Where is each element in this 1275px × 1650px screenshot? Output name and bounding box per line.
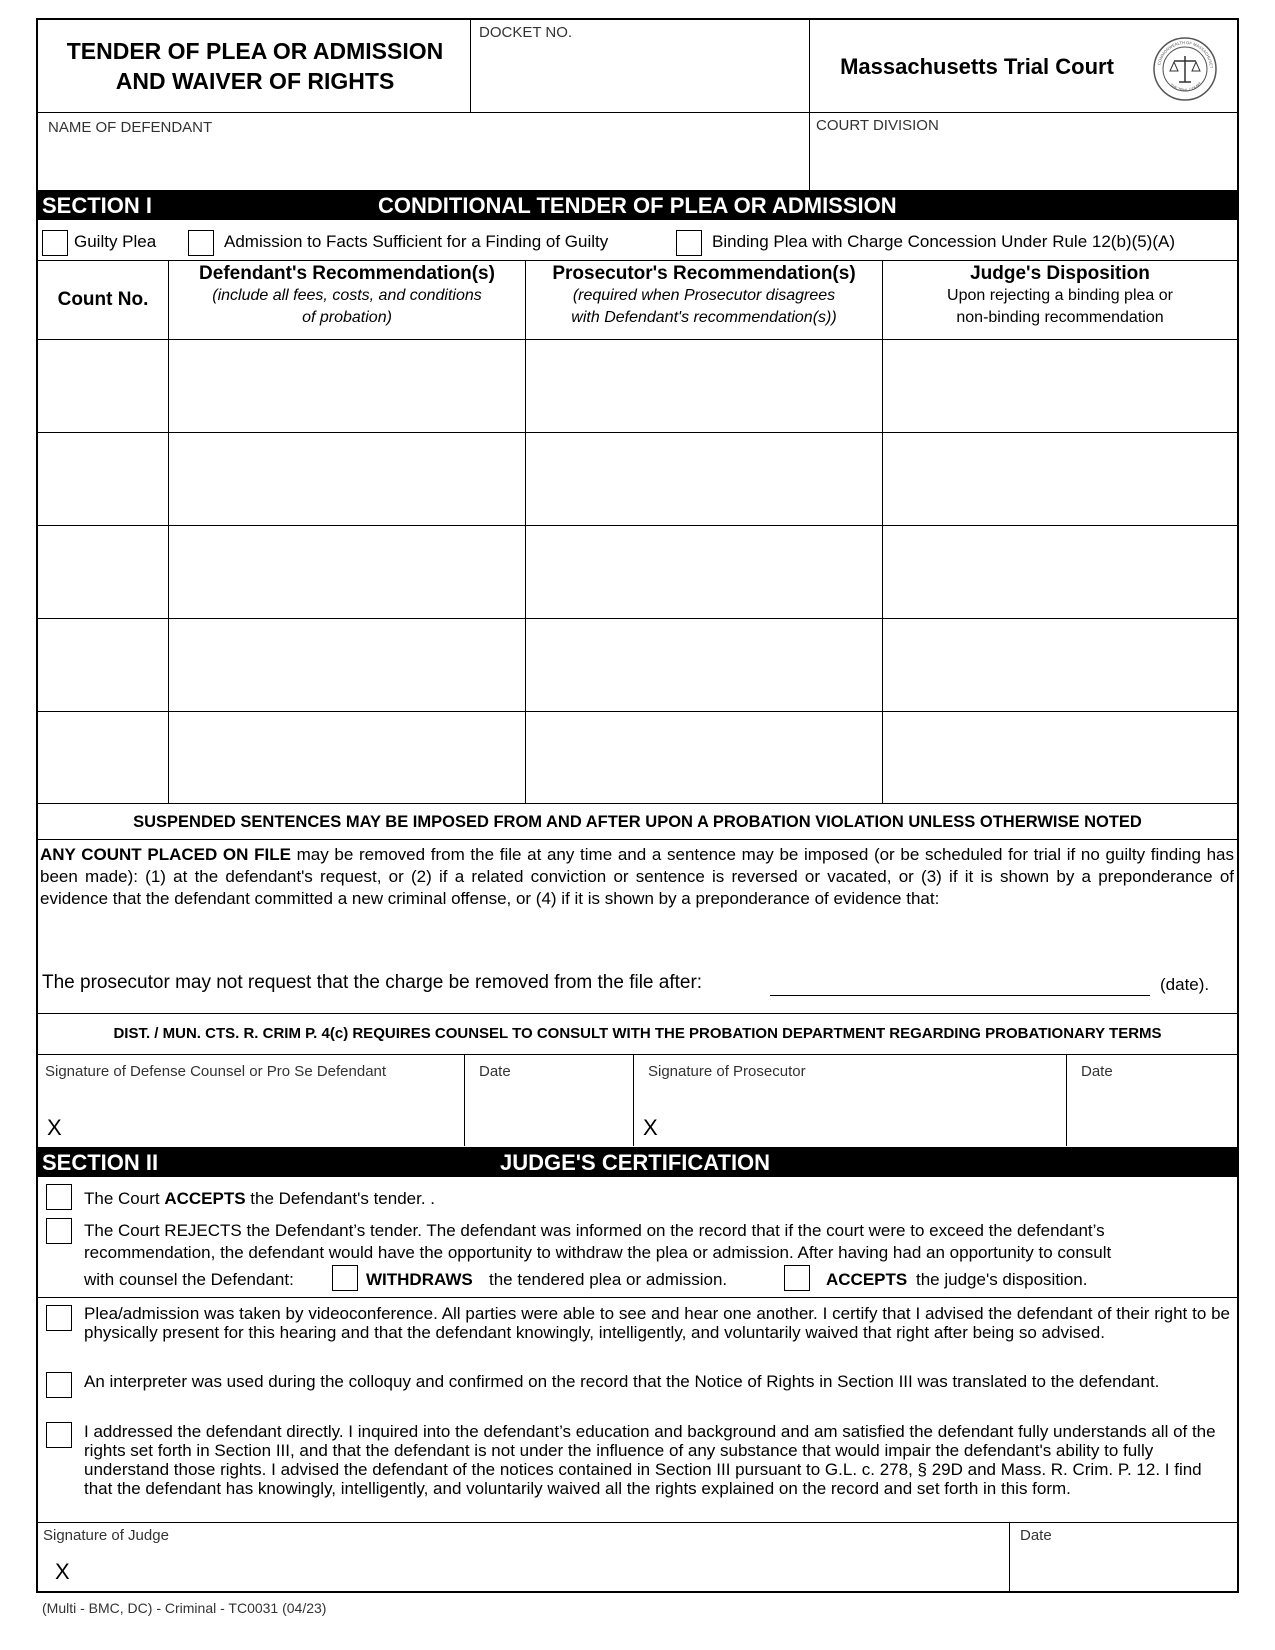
- defense-signature-label: Signature of Defense Counsel or Pro Se Defendant: [45, 1063, 387, 1080]
- col-judge-sub2: non-binding recommendation: [956, 309, 1164, 326]
- judge-signature-label: Signature of Judge: [43, 1527, 169, 1544]
- prosecutor-signature-x: X: [643, 1115, 658, 1140]
- col-header-prosecutor: [526, 263, 882, 329]
- cell-defendant-rec[interactable]: [170, 713, 524, 803]
- date-suffix: (date).: [1160, 975, 1210, 994]
- table-row: [38, 341, 1237, 432]
- counsel-consult-notice: DIST. / MUN. CTS. R. CRIM P. 4(c) REQUIRES COUNSEL TO CONSULT WITH THE PROBATION DEPARTMENT REGARDING PROBATIONARY TERMS: [113, 1025, 1162, 1042]
- plea-type-options: [40, 221, 1237, 260]
- accepts-disposition-checkbox[interactable]: [784, 1265, 810, 1291]
- withdraws-bold: WITHDRAWS: [366, 1270, 473, 1289]
- addressed-defendant-checkbox[interactable]: [46, 1422, 72, 1448]
- cell-count[interactable]: [38, 341, 167, 432]
- cell-defendant-rec[interactable]: [170, 341, 524, 432]
- cell-prosecutor-rec[interactable]: [527, 620, 881, 711]
- judge-signature-field[interactable]: [40, 1523, 1009, 1591]
- cell-count[interactable]: [38, 620, 167, 711]
- section1-number: SECTION I: [42, 193, 153, 218]
- section2-header: [38, 1147, 1237, 1177]
- admission-label: Admission to Facts Sufficient for a Finding of Guilty: [224, 232, 609, 251]
- withdraws-checkbox[interactable]: [332, 1265, 358, 1291]
- cell-prosecutor-rec[interactable]: [527, 713, 881, 803]
- count-on-file-text: may be removed from the file at any time and a sentence may be imposed (or be scheduled for trial if no guilty finding has been made): (1) at the defendant's request, or (2) if a related conviction or sentence is reversed or vacated, or (3) if it is shown by a preponderance of evidence that the defendant committed a new criminal offense, or (4) if it is shown by a preponderance of evidence that:: [40, 845, 1234, 908]
- court-division-label: COURT DIVISION: [816, 117, 939, 134]
- judge-signature-x: X: [55, 1559, 70, 1584]
- col-header-defendant: [169, 263, 525, 329]
- court-seal-logo: [1152, 36, 1218, 102]
- videoconference-text: Plea/admission was taken by videoconference. All parties were able to see and hear one another. I certify that I advised the defendant of their right to be physically present for this hearing and that the defendant knowingly, intelligently, and voluntarily waived that right after being so advised.: [84, 1304, 1230, 1342]
- cell-prosecutor-rec[interactable]: [527, 527, 881, 618]
- col-defendant-sub2: of probation): [302, 309, 392, 326]
- docket-label: DOCKET NO.: [479, 24, 573, 41]
- withdraws-post: the tendered plea or admission.: [489, 1270, 728, 1289]
- file-condition-input[interactable]: [40, 912, 1234, 966]
- binding-plea-checkbox[interactable]: [676, 230, 702, 256]
- admission-checkbox[interactable]: [188, 230, 214, 256]
- section1-title: CONDITIONAL TENDER OF PLEA OR ADMISSION: [378, 193, 897, 218]
- section2-number: SECTION II: [42, 1150, 159, 1175]
- col-header-count: [38, 261, 168, 339]
- cell-defendant-rec[interactable]: [170, 620, 524, 711]
- col-judge-title: Judge's Disposition: [970, 263, 1150, 284]
- cell-prosecutor-rec[interactable]: [527, 341, 881, 432]
- col-prosecutor-sub1: (required when Prosecutor disagrees: [572, 287, 836, 304]
- col-count-title: Count No.: [57, 289, 149, 310]
- count-on-file-lead: ANY COUNT PLACED ON FILE: [40, 845, 291, 864]
- cell-judge-disp[interactable]: [884, 713, 1236, 803]
- suspended-sentence-notice: SUSPENDED SENTENCES MAY BE IMPOSED FROM AND AFTER UPON A PROBATION VIOLATION UNLESS OTHERWISE NOTED: [133, 813, 1142, 831]
- guilty-plea-label: Guilty Plea: [74, 232, 157, 251]
- court-name: Massachusetts Trial Court: [840, 54, 1114, 79]
- docket-field[interactable]: [471, 20, 809, 112]
- defense-signature-field[interactable]: [40, 1055, 464, 1146]
- judge-date-label: Date: [1020, 1527, 1052, 1544]
- cell-defendant-rec[interactable]: [170, 434, 524, 525]
- form-title-line1: TENDER OF PLEA OR ADMISSION: [66, 38, 444, 64]
- cell-judge-disp[interactable]: [884, 341, 1236, 432]
- guilty-plea-checkbox[interactable]: [42, 230, 68, 256]
- seal-text-top: COMMONWEALTH OF MASSACHUSET: [1156, 39, 1215, 69]
- court-accepts-text: [84, 1189, 435, 1209]
- cell-judge-disp[interactable]: [884, 434, 1236, 525]
- col-prosecutor-sub2: with Defendant's recommendation(s)): [571, 309, 837, 326]
- court-accepts-bold: ACCEPTS: [164, 1189, 246, 1208]
- col-defendant-title: Defendant's Recommendation(s): [199, 263, 495, 284]
- recommendations-table: [38, 260, 1237, 804]
- count-on-file-paragraph: [40, 844, 1234, 910]
- table-row: [38, 713, 1237, 803]
- binding-plea-label: Binding Plea with Charge Concession Under Rule 12(b)(5)(A): [712, 232, 1176, 251]
- rejects-options-line: [84, 1265, 1234, 1293]
- removal-date-input[interactable]: [770, 970, 1150, 996]
- prosecutor-signature-label: Signature of Prosecutor: [648, 1063, 806, 1080]
- defense-date-label: Date: [479, 1063, 511, 1080]
- prosecutor-signature-field[interactable]: [634, 1055, 1066, 1146]
- cell-judge-disp[interactable]: [884, 527, 1236, 618]
- table-row: [38, 527, 1237, 618]
- court-accepts-pre: The Court: [84, 1189, 160, 1208]
- table-row: [38, 434, 1237, 525]
- section2-title: JUDGE'S CERTIFICATION: [500, 1150, 771, 1175]
- prosecutor-date-field[interactable]: [1067, 1055, 1237, 1146]
- court-accepts-post: the Defendant's tender. .: [250, 1189, 436, 1208]
- cell-prosecutor-rec[interactable]: [527, 434, 881, 525]
- defendant-name-field[interactable]: [40, 113, 809, 190]
- col-header-judge: [883, 263, 1237, 329]
- cell-count[interactable]: [38, 434, 167, 525]
- rejects-with-text: with counsel the Defendant:: [84, 1270, 294, 1289]
- seal-text-bottom: THE TRIAL COURT: [1169, 80, 1203, 93]
- court-accepts-checkbox[interactable]: [46, 1184, 72, 1210]
- cell-judge-disp[interactable]: [884, 620, 1236, 711]
- defense-date-field[interactable]: [465, 1055, 633, 1146]
- court-division-field[interactable]: [810, 113, 1237, 190]
- prosecutor-date-label: Date: [1081, 1063, 1113, 1080]
- court-rejects-text: The Court REJECTS the Defendant’s tender. The defendant was informed on the record that if the court were to exceed the defendant’s recommendation, the defendant would have the opportunity to withdraw the plea or admission. After having had an opportunity to consult: [84, 1221, 1112, 1262]
- col-judge-sub1: Upon rejecting a binding plea or: [947, 287, 1173, 304]
- defendant-name-label: NAME OF DEFENDANT: [48, 119, 213, 136]
- col-defendant-sub1: (include all fees, costs, and conditions: [212, 287, 482, 304]
- videoconference-checkbox[interactable]: [46, 1305, 72, 1331]
- accepts-disposition-post: the judge's disposition.: [916, 1270, 1088, 1289]
- form-id-footer: (Multi - BMC, DC) - Criminal - TC0031 (04/23): [42, 1600, 327, 1616]
- table-row: [38, 620, 1237, 711]
- section1-header: [38, 190, 1237, 220]
- cell-count[interactable]: [38, 713, 167, 803]
- cell-defendant-rec[interactable]: [170, 527, 524, 618]
- interpreter-text: An interpreter was used during the colloquy and confirmed on the record that the Notice of Rights in Section III was translated to the defendant.: [84, 1372, 1160, 1391]
- accepts-disposition-bold: ACCEPTS: [826, 1270, 908, 1289]
- prosecutor-date-text: The prosecutor may not request that the charge be removed from the file after:: [42, 972, 703, 993]
- form-title: [40, 20, 470, 112]
- addressed-defendant-text: I addressed the defendant directly. I inquired into the defendant’s education and background and am satisfied the defendant fully understands all of the rights set forth in Section III, and that the defendant is not under the influence of any substance that would impair the defendant's ability to fully understand those rights. I advised the defendant of the notices contained in Section III pursuant to G.L. c. 278, § 29D and Mass. R. Crim. P. 12. I find that the defendant has knowingly, intelligently, and voluntarily waived all the rights explained on the record and set forth in this form.: [84, 1422, 1216, 1498]
- svg-text:COMMONWEALTH OF MASSACHUSETTS: [1152, 36, 1214, 69]
- court-rejects-checkbox[interactable]: [46, 1218, 72, 1244]
- col-prosecutor-title: Prosecutor's Recommendation(s): [552, 263, 856, 284]
- judge-date-field[interactable]: [1010, 1523, 1237, 1591]
- form-title-line2: AND WAIVER OF RIGHTS: [115, 68, 395, 94]
- cell-count[interactable]: [38, 527, 167, 618]
- interpreter-checkbox[interactable]: [46, 1372, 72, 1398]
- defense-signature-x: X: [47, 1115, 62, 1140]
